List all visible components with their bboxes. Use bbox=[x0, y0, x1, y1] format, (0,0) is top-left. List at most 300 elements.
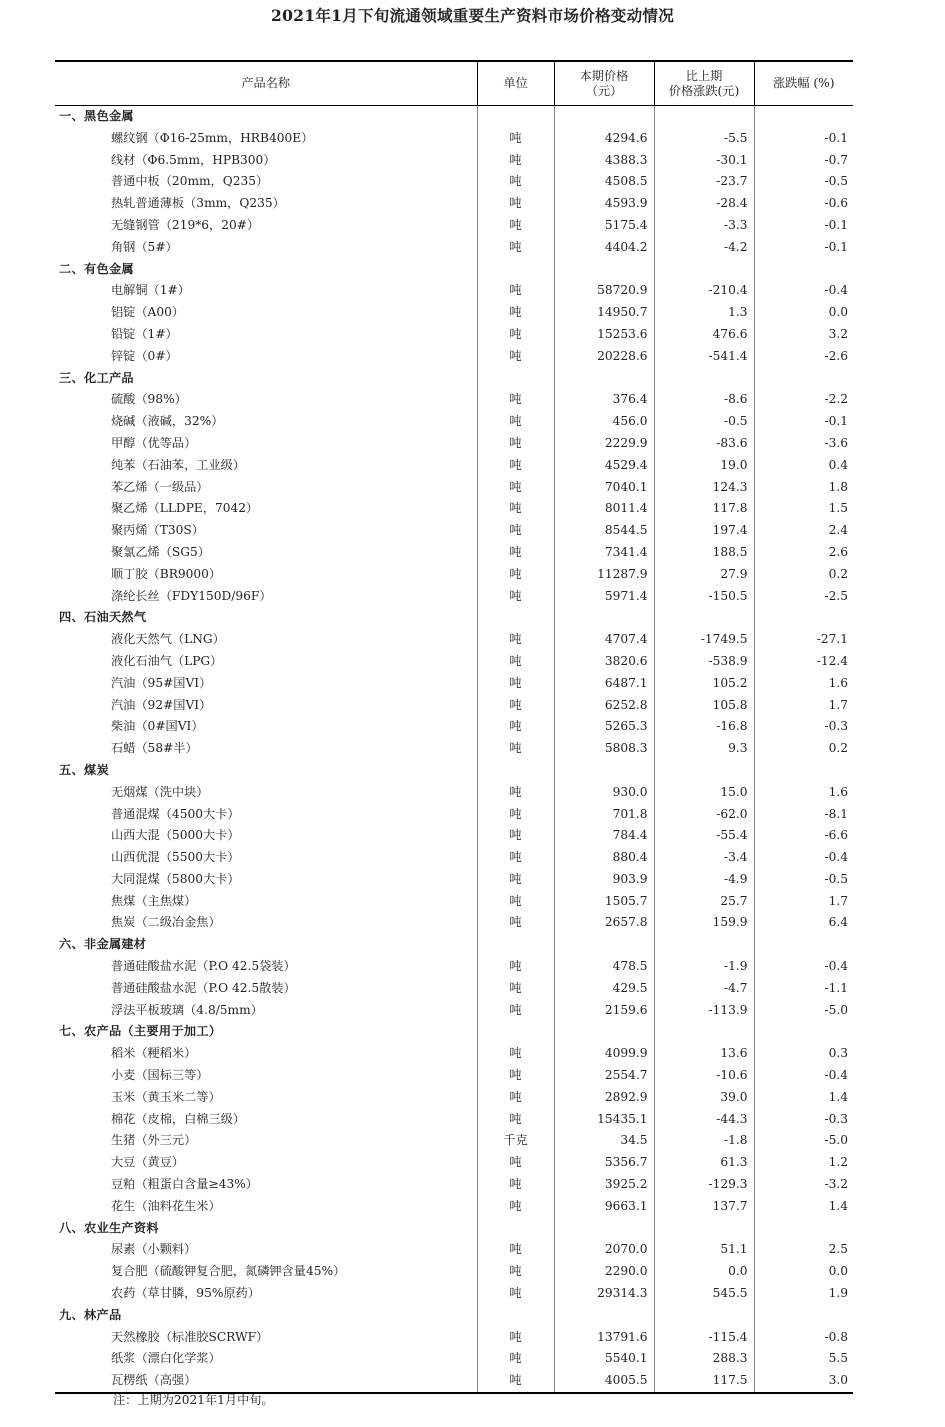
change-percent-cell: 5.5 bbox=[828, 1351, 848, 1366]
table-row bbox=[55, 1152, 853, 1174]
table-row bbox=[55, 1043, 853, 1065]
current-price-cell: 5175.4 bbox=[554, 215, 654, 237]
unit-cell: 吨 bbox=[477, 542, 554, 564]
category-empty-cell bbox=[477, 259, 554, 281]
price-change-cell: -0.5 bbox=[654, 411, 754, 433]
product-name-cell: 玉米（黄玉米二等） bbox=[55, 1087, 477, 1109]
current-price-cell: 4593.9 bbox=[554, 193, 654, 215]
unit-cell: 吨 bbox=[477, 193, 554, 215]
table-row bbox=[55, 498, 853, 520]
product-name-cell: 普通中板（20mm，Q235） bbox=[55, 171, 477, 193]
product-name-cell: 石蜡（58#半） bbox=[55, 738, 477, 760]
change-percent-cell: 1.9 bbox=[828, 1286, 848, 1301]
product-name-cell: 顺丁胶（BR9000） bbox=[55, 564, 477, 586]
change-percent-cell: 1.6 bbox=[828, 784, 848, 799]
current-price-cell: 4707.4 bbox=[554, 629, 654, 651]
product-name-cell: 小麦（国标三等） bbox=[55, 1065, 477, 1087]
category-empty-cell bbox=[477, 760, 554, 782]
table-row bbox=[55, 150, 853, 172]
unit-cell: 吨 bbox=[477, 1239, 554, 1261]
category-empty-cell bbox=[477, 1218, 554, 1240]
current-price-cell: 2657.8 bbox=[554, 912, 654, 934]
price-change-cell: -1.9 bbox=[654, 956, 754, 978]
product-name-cell: 苯乙烯（一级品） bbox=[55, 477, 477, 499]
change-percent-cell: -8.1 bbox=[824, 806, 848, 821]
current-price-cell: 3820.6 bbox=[554, 651, 654, 673]
unit-cell: 吨 bbox=[477, 150, 554, 172]
current-price-cell: 4508.5 bbox=[554, 171, 654, 193]
table-row bbox=[55, 237, 853, 259]
unit-cell: 吨 bbox=[477, 128, 554, 150]
current-price-cell: 3925.2 bbox=[554, 1174, 654, 1196]
price-change-cell: 545.5 bbox=[654, 1283, 754, 1305]
unit-cell: 吨 bbox=[477, 869, 554, 891]
table-row bbox=[55, 1370, 853, 1393]
category-empty-cell bbox=[554, 1218, 654, 1240]
product-name-cell: 花生（油料花生米） bbox=[55, 1196, 477, 1218]
change-percent-cell: -0.5 bbox=[824, 871, 848, 886]
table-row bbox=[55, 477, 853, 499]
price-change-cell: -210.4 bbox=[654, 280, 754, 302]
price-change-cell: 188.5 bbox=[654, 542, 754, 564]
category-row bbox=[55, 259, 853, 281]
product-name-cell: 聚氯乙烯（SG5） bbox=[55, 542, 477, 564]
price-change-cell: 288.3 bbox=[654, 1348, 754, 1370]
table-row bbox=[55, 782, 853, 804]
change-percent-cell: -0.1 bbox=[824, 414, 848, 429]
unit-cell: 吨 bbox=[477, 586, 554, 608]
price-change-cell: 1.3 bbox=[654, 302, 754, 324]
category-empty-cell bbox=[477, 607, 554, 629]
price-change-cell: -1.8 bbox=[654, 1130, 754, 1152]
change-percent-cell: 0.2 bbox=[828, 741, 848, 756]
table-row bbox=[55, 804, 853, 826]
change-percent-cell: 3.0 bbox=[754, 1370, 853, 1393]
current-price-cell: 784.4 bbox=[554, 825, 654, 847]
product-name-cell: 电解铜（1#） bbox=[55, 280, 477, 302]
price-change-cell: 0.0 bbox=[654, 1261, 754, 1283]
product-name-cell: 涤纶长丝（FDY150D/96F） bbox=[55, 586, 477, 608]
change-percent-cell: 2.5 bbox=[828, 1242, 848, 1257]
category-label: 四、石油天然气 bbox=[55, 607, 477, 629]
unit-cell: 吨 bbox=[477, 1152, 554, 1174]
category-empty-cell bbox=[754, 934, 853, 956]
table-row bbox=[55, 564, 853, 586]
current-price-cell: 5808.3 bbox=[554, 738, 654, 760]
header-price-change-line1: 比上期 bbox=[685, 68, 723, 83]
table-row bbox=[55, 629, 853, 651]
current-price-cell: 7341.4 bbox=[554, 542, 654, 564]
unit-cell: 千克 bbox=[477, 1130, 554, 1152]
product-name-cell: 热轧普通薄板（3mm，Q235） bbox=[55, 193, 477, 215]
table-row bbox=[55, 891, 853, 913]
unit-cell: 吨 bbox=[477, 455, 554, 477]
price-change-cell: -3.4 bbox=[654, 847, 754, 869]
product-name-cell: 豆粕（粗蛋白含量≥43%） bbox=[55, 1174, 477, 1196]
category-empty-cell bbox=[554, 607, 654, 629]
unit-cell: 吨 bbox=[477, 280, 554, 302]
change-percent-cell: 1.8 bbox=[828, 479, 848, 494]
price-change-cell: 197.4 bbox=[654, 520, 754, 542]
product-name-cell: 锌锭（0#） bbox=[55, 346, 477, 368]
current-price-cell: 13791.6 bbox=[554, 1327, 654, 1349]
table-row bbox=[55, 542, 853, 564]
category-empty-cell bbox=[477, 1021, 554, 1043]
current-price-cell: 2892.9 bbox=[554, 1087, 654, 1109]
unit-cell: 吨 bbox=[477, 782, 554, 804]
category-empty-cell bbox=[554, 106, 654, 128]
change-percent-cell: -2.2 bbox=[824, 392, 848, 407]
table-row bbox=[55, 847, 853, 869]
current-price-cell: 58720.9 bbox=[554, 280, 654, 302]
change-percent-cell: -5.0 bbox=[824, 1002, 848, 1017]
product-name-cell: 大豆（黄豆） bbox=[55, 1152, 477, 1174]
category-row bbox=[55, 368, 853, 390]
unit-cell: 吨 bbox=[477, 171, 554, 193]
price-change-cell: -3.3 bbox=[654, 215, 754, 237]
table-row bbox=[55, 1261, 853, 1283]
unit-cell: 吨 bbox=[477, 695, 554, 717]
current-price-cell: 478.5 bbox=[554, 956, 654, 978]
unit-cell: 吨 bbox=[477, 738, 554, 760]
current-price-cell: 5540.1 bbox=[554, 1348, 654, 1370]
category-label: 六、非金属建材 bbox=[55, 934, 477, 956]
unit-cell: 吨 bbox=[477, 1043, 554, 1065]
change-percent-cell: -2.5 bbox=[824, 588, 848, 603]
current-price-cell: 2229.9 bbox=[554, 433, 654, 455]
table-row bbox=[55, 1087, 853, 1109]
unit-cell: 吨 bbox=[477, 324, 554, 346]
current-price-cell: 5971.4 bbox=[554, 586, 654, 608]
unit-cell: 吨 bbox=[477, 673, 554, 695]
table-row bbox=[55, 1196, 853, 1218]
category-empty-cell bbox=[554, 760, 654, 782]
header-product-name: 产品名称 bbox=[55, 61, 477, 106]
unit-cell: 吨 bbox=[477, 978, 554, 1000]
table-row bbox=[55, 1239, 853, 1261]
change-percent-cell: 1.6 bbox=[828, 675, 848, 690]
current-price-cell: 20228.6 bbox=[554, 346, 654, 368]
change-percent-cell: -0.5 bbox=[824, 174, 848, 189]
category-label: 二、有色金属 bbox=[55, 259, 477, 281]
current-price-cell: 11287.9 bbox=[554, 564, 654, 586]
price-change-cell: 476.6 bbox=[654, 324, 754, 346]
price-change-cell: 19.0 bbox=[654, 455, 754, 477]
price-change-cell: -113.9 bbox=[654, 1000, 754, 1022]
current-price-cell: 8544.5 bbox=[554, 520, 654, 542]
unit-cell: 吨 bbox=[477, 1174, 554, 1196]
product-name-cell: 角钢（5#） bbox=[55, 237, 477, 259]
unit-cell: 吨 bbox=[477, 215, 554, 237]
unit-cell: 吨 bbox=[477, 433, 554, 455]
current-price-cell: 4005.5 bbox=[554, 1370, 654, 1393]
current-price-cell: 4404.2 bbox=[554, 237, 654, 259]
price-change-cell: 13.6 bbox=[654, 1043, 754, 1065]
category-empty-cell bbox=[654, 1218, 754, 1240]
price-change-cell: -538.9 bbox=[654, 651, 754, 673]
table-row bbox=[55, 346, 853, 368]
product-name-cell: 液化天然气（LNG） bbox=[55, 629, 477, 651]
product-name-cell: 复合肥（硫酸钾复合肥，氮磷钾含量45%） bbox=[55, 1261, 477, 1283]
unit-cell: 吨 bbox=[477, 1000, 554, 1022]
product-name-cell: 线材（Φ6.5mm，HPB300） bbox=[55, 150, 477, 172]
header-unit: 单位 bbox=[477, 61, 554, 106]
change-percent-cell: -0.4 bbox=[824, 283, 848, 298]
unit-cell: 吨 bbox=[477, 237, 554, 259]
category-empty-cell bbox=[654, 1021, 754, 1043]
current-price-cell: 5356.7 bbox=[554, 1152, 654, 1174]
table-row bbox=[55, 1327, 853, 1349]
table-row bbox=[55, 978, 853, 1000]
product-name-cell: 烧碱（液碱，32%） bbox=[55, 411, 477, 433]
table-row bbox=[55, 956, 853, 978]
change-percent-cell: 0.3 bbox=[828, 1046, 848, 1061]
change-percent-cell: 1.4 bbox=[828, 1198, 848, 1213]
current-price-cell: 701.8 bbox=[554, 804, 654, 826]
price-change-cell: 15.0 bbox=[654, 782, 754, 804]
product-name-cell: 山西大混（5000大卡） bbox=[55, 825, 477, 847]
unit-cell: 吨 bbox=[477, 891, 554, 913]
product-name-cell: 纸浆（漂白化学浆） bbox=[55, 1348, 477, 1370]
unit-cell: 吨 bbox=[477, 389, 554, 411]
unit-cell: 吨 bbox=[477, 1348, 554, 1370]
price-change-cell: 27.9 bbox=[654, 564, 754, 586]
current-price-cell: 6252.8 bbox=[554, 695, 654, 717]
change-percent-cell: -0.4 bbox=[824, 850, 848, 865]
table-row bbox=[55, 1348, 853, 1370]
price-change-cell: -129.3 bbox=[654, 1174, 754, 1196]
category-empty-cell bbox=[477, 1305, 554, 1327]
current-price-cell: 456.0 bbox=[554, 411, 654, 433]
table-row bbox=[55, 695, 853, 717]
table-row bbox=[55, 128, 853, 150]
current-price-cell: 880.4 bbox=[554, 847, 654, 869]
table-row bbox=[55, 825, 853, 847]
change-percent-cell: -0.1 bbox=[824, 217, 848, 232]
category-empty-cell bbox=[754, 1218, 853, 1240]
price-change-cell: -115.4 bbox=[654, 1327, 754, 1349]
product-name-cell: 硫酸（98%） bbox=[55, 389, 477, 411]
table-row bbox=[55, 1130, 853, 1152]
price-change-cell: -4.9 bbox=[654, 869, 754, 891]
table-row bbox=[55, 1109, 853, 1131]
unit-cell: 吨 bbox=[477, 956, 554, 978]
table-row bbox=[55, 1065, 853, 1087]
product-name-cell: 铅锭（1#） bbox=[55, 324, 477, 346]
current-price-cell: 930.0 bbox=[554, 782, 654, 804]
category-empty-cell bbox=[754, 1021, 853, 1043]
category-empty-cell bbox=[654, 1305, 754, 1327]
product-name-cell: 稻米（粳稻米） bbox=[55, 1043, 477, 1065]
category-empty-cell bbox=[554, 934, 654, 956]
header-current-price-line2: （元） bbox=[585, 83, 623, 98]
table-row bbox=[55, 673, 853, 695]
price-change-cell: -83.6 bbox=[654, 433, 754, 455]
product-name-cell: 尿素（小颗料） bbox=[55, 1239, 477, 1261]
category-empty-cell bbox=[477, 368, 554, 390]
current-price-cell: 2070.0 bbox=[554, 1239, 654, 1261]
price-change-cell: -62.0 bbox=[654, 804, 754, 826]
page-title: 2021年1月下旬流通领域重要生产资料市场价格变动情况 bbox=[270, 6, 675, 25]
price-change-cell: 105.2 bbox=[654, 673, 754, 695]
unit-cell: 吨 bbox=[477, 564, 554, 586]
price-change-cell: -10.6 bbox=[654, 1065, 754, 1087]
category-row bbox=[55, 1218, 853, 1240]
unit-cell: 吨 bbox=[477, 1261, 554, 1283]
table-row bbox=[55, 302, 853, 324]
category-empty-cell bbox=[754, 1305, 853, 1327]
product-name-cell: 普通硅酸盐水泥（P.O 42.5散装） bbox=[55, 978, 477, 1000]
current-price-cell: 4294.6 bbox=[554, 128, 654, 150]
current-price-cell: 29314.3 bbox=[554, 1283, 654, 1305]
change-percent-cell: -0.6 bbox=[824, 196, 848, 211]
category-empty-cell bbox=[654, 106, 754, 128]
table-row bbox=[55, 411, 853, 433]
price-change-cell: -4.7 bbox=[654, 978, 754, 1000]
category-empty-cell bbox=[477, 106, 554, 128]
change-percent-cell: 6.4 bbox=[828, 915, 848, 930]
change-percent-cell: -27.1 bbox=[816, 632, 848, 647]
category-empty-cell bbox=[554, 1305, 654, 1327]
price-change-cell: 61.3 bbox=[654, 1152, 754, 1174]
change-percent-cell: 1.7 bbox=[828, 893, 848, 908]
price-change-cell: -1749.5 bbox=[654, 629, 754, 651]
current-price-cell: 429.5 bbox=[554, 978, 654, 1000]
price-change-cell: -23.7 bbox=[654, 171, 754, 193]
price-change-cell: -8.6 bbox=[654, 389, 754, 411]
current-price-cell: 2554.7 bbox=[554, 1065, 654, 1087]
change-percent-cell: 1.4 bbox=[828, 1089, 848, 1104]
category-empty-cell bbox=[754, 760, 853, 782]
change-percent-cell: -12.4 bbox=[816, 653, 848, 668]
unit-cell: 吨 bbox=[477, 520, 554, 542]
price-change-cell: 9.3 bbox=[654, 738, 754, 760]
change-percent-cell: -0.1 bbox=[824, 239, 848, 254]
unit-cell: 吨 bbox=[477, 825, 554, 847]
current-price-cell: 4529.4 bbox=[554, 455, 654, 477]
price-change-cell: 117.5 bbox=[654, 1370, 754, 1393]
table-header bbox=[55, 61, 853, 106]
header-current-price bbox=[554, 61, 654, 106]
change-percent-cell: 2.6 bbox=[828, 544, 848, 559]
table-row bbox=[55, 651, 853, 673]
product-name-cell: 普通硅酸盐水泥（P.O 42.5袋装） bbox=[55, 956, 477, 978]
current-price-cell: 34.5 bbox=[554, 1130, 654, 1152]
price-change-cell: 124.3 bbox=[654, 477, 754, 499]
change-percent-cell: 0.2 bbox=[828, 566, 848, 581]
change-percent-cell: 0.0 bbox=[828, 305, 848, 320]
unit-cell: 吨 bbox=[477, 804, 554, 826]
unit-cell: 吨 bbox=[477, 498, 554, 520]
category-empty-cell bbox=[477, 934, 554, 956]
price-change-cell: -30.1 bbox=[654, 150, 754, 172]
change-percent-cell: 1.2 bbox=[828, 1155, 848, 1170]
change-percent-cell: 3.2 bbox=[828, 326, 848, 341]
product-name-cell: 农药（草甘膦，95%原药） bbox=[55, 1283, 477, 1305]
change-percent-cell: -2.6 bbox=[824, 348, 848, 363]
unit-cell: 吨 bbox=[477, 1283, 554, 1305]
current-price-cell: 9663.1 bbox=[554, 1196, 654, 1218]
product-name-cell: 大同混煤（5800大卡） bbox=[55, 869, 477, 891]
table-row bbox=[55, 455, 853, 477]
table-row bbox=[55, 912, 853, 934]
product-name-cell: 无缝钢管（219*6，20#） bbox=[55, 215, 477, 237]
product-name-cell: 棉花（皮棉，白棉三级） bbox=[55, 1109, 477, 1131]
current-price-cell: 8011.4 bbox=[554, 498, 654, 520]
unit-cell: 吨 bbox=[477, 1109, 554, 1131]
product-name-cell: 纯苯（石油苯，工业级） bbox=[55, 455, 477, 477]
product-name-cell: 聚丙烯（T30S） bbox=[55, 520, 477, 542]
unit-cell: 吨 bbox=[477, 912, 554, 934]
category-label: 八、农业生产资料 bbox=[55, 1218, 477, 1240]
category-label: 一、黑色金属 bbox=[55, 106, 477, 128]
current-price-cell: 376.4 bbox=[554, 389, 654, 411]
product-name-cell: 铝锭（A00） bbox=[55, 302, 477, 324]
category-row bbox=[55, 1305, 853, 1327]
price-table bbox=[55, 60, 853, 1394]
category-label: 七、农产品（主要用于加工） bbox=[55, 1021, 477, 1043]
table-row bbox=[55, 738, 853, 760]
header-price-change-line2: 价格涨跌(元) bbox=[668, 83, 740, 98]
table-row bbox=[55, 433, 853, 455]
product-name-cell: 甲醇（优等品） bbox=[55, 433, 477, 455]
table-row bbox=[55, 193, 853, 215]
price-change-cell: -541.4 bbox=[654, 346, 754, 368]
table-row bbox=[55, 215, 853, 237]
current-price-cell: 5265.3 bbox=[554, 716, 654, 738]
table-row bbox=[55, 171, 853, 193]
change-percent-cell: 2.4 bbox=[828, 523, 848, 538]
category-row bbox=[55, 106, 853, 128]
price-change-cell: -55.4 bbox=[654, 825, 754, 847]
price-change-cell: -5.5 bbox=[654, 128, 754, 150]
category-empty-cell bbox=[654, 607, 754, 629]
current-price-cell: 7040.1 bbox=[554, 477, 654, 499]
change-percent-cell: 1.7 bbox=[828, 697, 848, 712]
change-percent-cell: -0.8 bbox=[824, 1329, 848, 1344]
product-name-cell: 焦炭（二级冶金焦） bbox=[55, 912, 477, 934]
product-name-cell: 螺纹钢（Φ16-25mm，HRB400E） bbox=[55, 128, 477, 150]
change-percent-cell: -3.2 bbox=[824, 1177, 848, 1192]
product-name-cell: 无烟煤（洗中块） bbox=[55, 782, 477, 804]
table-row bbox=[55, 389, 853, 411]
current-price-cell: 4388.3 bbox=[554, 150, 654, 172]
change-percent-cell: -0.3 bbox=[824, 719, 848, 734]
change-percent-cell: -0.4 bbox=[824, 1068, 848, 1083]
change-percent-cell: -0.3 bbox=[824, 1111, 848, 1126]
price-change-cell: 51.1 bbox=[654, 1239, 754, 1261]
category-empty-cell bbox=[754, 106, 853, 128]
table-row bbox=[55, 1283, 853, 1305]
product-name-cell: 汽油（95#国VI） bbox=[55, 673, 477, 695]
current-price-cell: 15253.6 bbox=[554, 324, 654, 346]
unit-cell: 吨 bbox=[477, 716, 554, 738]
change-percent-cell: -5.0 bbox=[824, 1133, 848, 1148]
category-label: 三、化工产品 bbox=[55, 368, 477, 390]
unit-cell: 吨 bbox=[477, 302, 554, 324]
product-name-cell: 浮法平板玻璃（4.8/5mm） bbox=[55, 1000, 477, 1022]
table-row bbox=[55, 716, 853, 738]
change-percent-cell: -0.7 bbox=[824, 152, 848, 167]
change-percent-cell: 0.4 bbox=[828, 457, 848, 472]
current-price-cell: 2159.6 bbox=[554, 1000, 654, 1022]
change-percent-cell: -6.6 bbox=[824, 828, 848, 843]
category-row bbox=[55, 1021, 853, 1043]
table-row bbox=[55, 1000, 853, 1022]
category-empty-cell bbox=[654, 934, 754, 956]
change-percent-cell: 1.5 bbox=[828, 501, 848, 516]
current-price-cell: 1505.7 bbox=[554, 891, 654, 913]
